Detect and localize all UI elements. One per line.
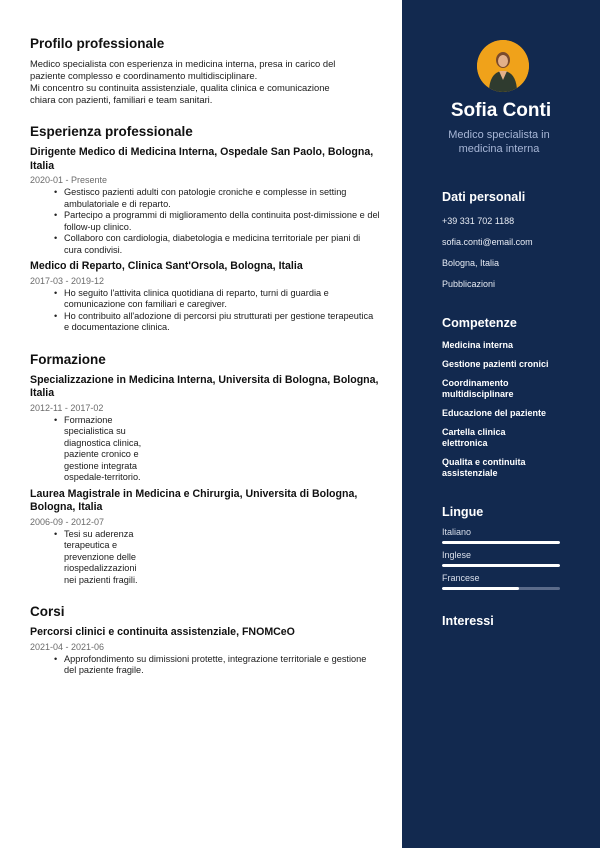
skills-title: Competenze: [442, 316, 517, 330]
skill-item: Gestione pazienti cronici: [442, 359, 549, 369]
language-name: Italiano: [442, 527, 472, 537]
entry-title: Dirigente Medico di Medicina Interna, Ospedale San Paolo, Bologna, Italia: [30, 146, 374, 172]
skill-item: Qualita e continuita assistenziale: [442, 457, 526, 478]
entry-title: Medico di Reparto, Clinica Sant'Orsola, Bologna, Italia: [30, 260, 303, 272]
person-photo-icon: [477, 40, 529, 92]
course-entry: [30, 626, 380, 677]
language-level-bar: [442, 587, 560, 590]
experience-entry: [30, 260, 380, 334]
education-entry: [30, 488, 380, 587]
education-entry: [30, 374, 380, 484]
language-level-bar: [442, 541, 560, 544]
publications-link[interactable]: Pubblicazioni: [442, 279, 496, 289]
profile-section: [30, 36, 380, 106]
bullet-list: [30, 187, 380, 256]
language-item: [442, 527, 580, 544]
person-role: Medico specialista in medicina interna: [448, 129, 550, 155]
skill-item: Medicina interna: [442, 340, 514, 350]
bullet-item: • Ho contribuito all'adozione di percorsi piu strutturati per gestione terapeutica e documentazione clinica.: [54, 311, 380, 334]
profile-line: Medico specialista con esperienza in medicina interna, presa in carico del: [30, 58, 336, 69]
personal-section: [442, 190, 580, 290]
language-name: Inglese: [442, 550, 472, 560]
bullet-list: [30, 654, 380, 677]
languages-section: [442, 505, 580, 590]
bullet-item: • Gestisco pazienti adulti con patologie croniche e complesse in setting ambulatoriale e di reparto.: [54, 187, 380, 210]
experience-title: Esperienza professionale: [30, 124, 193, 139]
language-level-bar: [442, 564, 560, 567]
person-name: Sofia Conti: [450, 100, 552, 121]
bullet-list: [30, 529, 148, 587]
sidebar: [402, 0, 600, 848]
bullet-item: • Partecipo a programmi di miglioramento della continuita post-dimissione e del follow-up clinico.: [54, 210, 380, 233]
personal-title: Dati personali: [442, 190, 526, 204]
profile-line: Mi concentro su continuita assistenziale, qualita clinica e comunicazione: [30, 82, 330, 93]
profile-title: Profilo professionale: [30, 36, 165, 51]
entry-title: Laurea Magistrale in Medicina e Chirurgia, Universita di Bologna, Bologna, Italia: [30, 487, 358, 513]
avatar: [477, 40, 529, 92]
bullet-item: • Tesi su aderenza terapeutica e prevenzione delle riospedalizzazioni nei pazienti fragili.: [54, 529, 144, 587]
interests-title: Interessi: [442, 614, 494, 628]
phone-text: +39 331 702 1188: [442, 216, 515, 226]
bullet-list: [30, 415, 148, 484]
interests-section: [442, 614, 580, 628]
entry-date: 2021-04 - 2021-06: [30, 641, 105, 652]
entry-date: 2012-11 - 2017-02: [30, 402, 104, 413]
language-level-fill: [442, 587, 519, 590]
location-text: Bologna, Italia: [442, 258, 500, 268]
bullet-list: [30, 288, 380, 334]
entry-date: 2006-09 - 2012-07: [30, 516, 105, 527]
skill-item: Educazione del paziente: [442, 408, 547, 418]
bullet-item: • Approfondimento su dimissioni protette, integrazione territoriale e gestione del paziente fragile.: [54, 654, 380, 677]
experience-entry: [30, 146, 380, 256]
courses-title: Corsi: [30, 604, 65, 619]
skill-item: Cartella clinica elettronica: [442, 427, 506, 448]
language-item: [442, 573, 580, 590]
education-title: Formazione: [30, 351, 106, 367]
skill-item: Coordinamento multidisciplinare: [442, 378, 514, 399]
bullet-item: • Ho seguito l'attivita clinica quotidiana di reparto, turni di guardia e comunicazione con familiari e caregiver.: [54, 288, 380, 311]
entry-date: 2020-01 - Presente: [30, 175, 108, 185]
languages-title: Lingue: [442, 505, 484, 519]
bullet-item: • Collaboro con cardiologia, diabetologia e medicina territoriale per piani di cura condivisi.: [54, 233, 380, 256]
language-level-fill: [442, 564, 560, 567]
entry-date: 2017-03 - 2019-12: [30, 275, 105, 286]
skills-section: [442, 316, 580, 479]
bullet-item: • Formazione specialistica su diagnostica clinica, paziente cronico e gestione integrata ospedale-territorio.: [54, 415, 142, 484]
email-link[interactable]: sofia.conti@email.com: [442, 237, 533, 247]
language-level-fill: [442, 541, 560, 544]
entry-title: Percorsi clinici e continuita assistenziale, FNOMCeO: [30, 626, 295, 638]
profile-line: paziente complesso e coordinamento multidisciplinare.: [30, 70, 258, 81]
experience-section: [30, 124, 380, 334]
education-section: [30, 352, 380, 587]
courses-section: [30, 604, 380, 677]
profile-line: chiara con pazienti, familiari e team sanitari.: [30, 94, 213, 105]
language-name: Francese: [442, 573, 480, 583]
entry-title: Specializzazione in Medicina Interna, Universita di Bologna, Bologna, Italia: [30, 373, 379, 399]
language-item: [442, 550, 580, 567]
